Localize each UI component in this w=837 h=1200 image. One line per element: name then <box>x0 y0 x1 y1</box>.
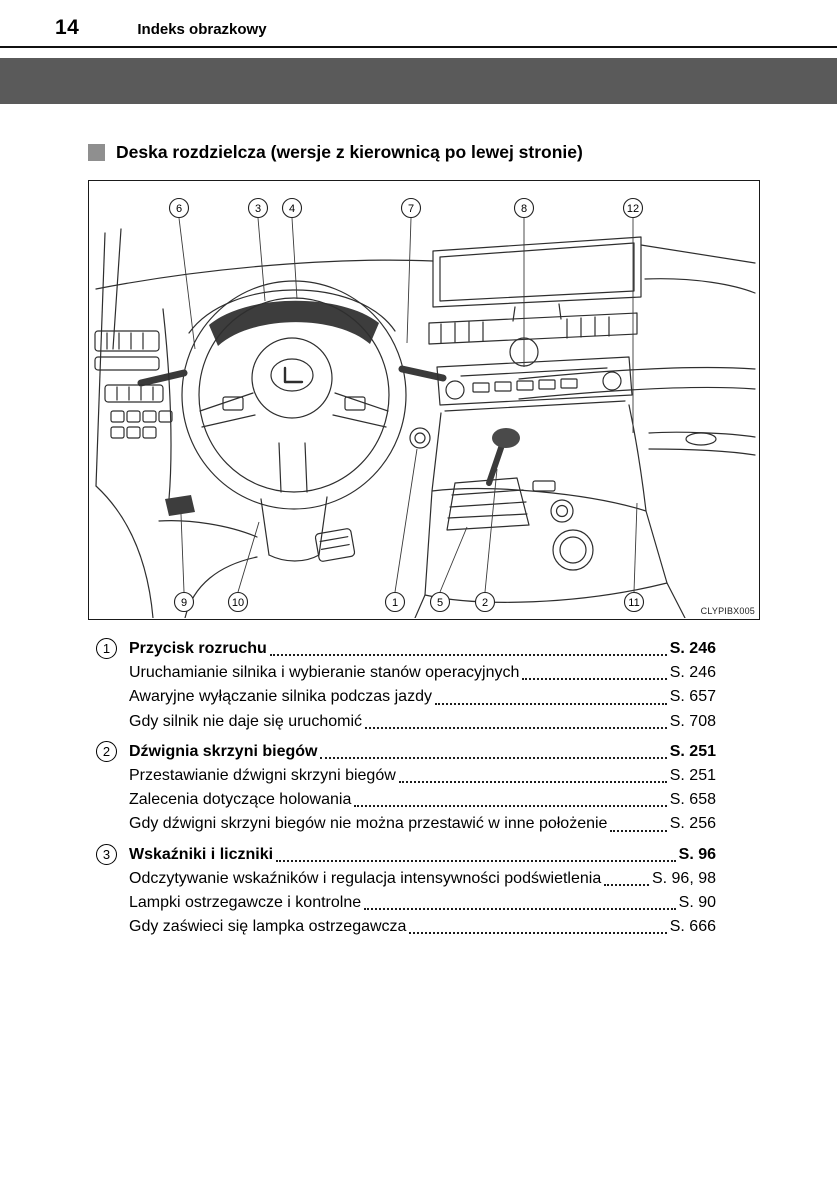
page-reference: S. 657 <box>669 688 716 706</box>
index-sub-row <box>129 764 716 787</box>
index-sub-text: Lampki ostrzegawcze i kontrolne <box>129 893 362 911</box>
dot-leader <box>522 678 666 680</box>
index-title-row <box>96 740 716 763</box>
page-reference: S. 90 <box>678 893 716 911</box>
callout-5 <box>431 593 450 612</box>
chapter-title: Indeks obrazkowy <box>137 21 267 38</box>
section-title <box>88 142 583 163</box>
callout-9 <box>175 593 194 612</box>
dot-leader <box>604 884 649 886</box>
svg-text:11: 11 <box>628 597 640 609</box>
index-sub-text: Zalecenia dotyczące holowania <box>129 791 352 809</box>
page-reference: S. 96, 98 <box>651 869 716 887</box>
figure-callouts-top <box>170 199 643 218</box>
callout-8 <box>515 199 534 218</box>
dot-leader <box>270 654 667 656</box>
index-sub-text: Gdy zaświeci się lampka ostrzegawcza <box>129 918 407 936</box>
svg-text:6: 6 <box>175 203 183 215</box>
index-sub-row <box>129 710 716 733</box>
dot-leader <box>610 830 666 832</box>
callout-7 <box>402 199 421 218</box>
dot-leader <box>364 908 676 910</box>
svg-text:8: 8 <box>520 203 528 215</box>
index-sub-text: Przestawianie dźwigni skrzyni biegów <box>129 766 396 784</box>
index-title: Przycisk rozruchu <box>129 640 267 657</box>
svg-text:3: 3 <box>254 203 262 215</box>
page-reference: S. 256 <box>669 815 716 833</box>
callout-4 <box>283 199 302 218</box>
index-sub-row <box>129 891 716 914</box>
svg-text:2: 2 <box>481 597 489 609</box>
index-section-3 <box>96 843 716 939</box>
index-title: Dźwignia skrzyni biegów <box>129 742 318 760</box>
index-sub-text: Odczytywanie wskaźników i regulacja intensywności podświetlenia <box>129 869 602 887</box>
dot-leader <box>435 703 667 705</box>
callout-2 <box>476 593 495 612</box>
index-section-1 <box>96 637 716 733</box>
svg-text:9: 9 <box>180 597 188 609</box>
page-reference: S. 666 <box>669 918 716 936</box>
index-sub-row <box>129 685 716 708</box>
page-reference: S. 246 <box>669 640 716 657</box>
page-reference: S. 251 <box>669 766 716 784</box>
index-number-badge: 1 <box>96 638 117 659</box>
picture-index <box>96 637 716 945</box>
index-number-badge: 3 <box>96 844 117 865</box>
dashboard-illustration <box>89 181 759 618</box>
page-number: 14 <box>55 16 80 39</box>
dot-leader <box>320 757 666 759</box>
callout-10 <box>229 593 248 612</box>
dot-leader <box>399 781 667 783</box>
figure-callouts-bottom <box>175 593 644 612</box>
index-title: Wskaźniki i liczniki <box>129 845 274 863</box>
index-sub-row <box>129 867 716 890</box>
callout-12 <box>624 199 643 218</box>
index-sub-row <box>129 915 716 938</box>
index-number-badge: 2 <box>96 741 117 762</box>
dashboard-figure <box>88 180 760 620</box>
index-sub-text: Awaryjne wyłączanie silnika podczas jazdy <box>129 688 432 706</box>
page-reference: S. 251 <box>669 742 716 760</box>
section-title-text: Deska rozdzielcza (wersje z kierownicą po lewej stronie) <box>116 142 583 162</box>
callout-3 <box>249 199 268 218</box>
svg-text:4: 4 <box>288 203 296 215</box>
header-rule <box>0 46 837 48</box>
svg-text:7: 7 <box>407 203 415 215</box>
figure-code: CLYPIBX005 <box>700 606 755 616</box>
dot-leader <box>365 727 667 729</box>
dashboard-art <box>95 229 755 618</box>
callout-leader-lines <box>179 218 637 592</box>
dot-leader <box>354 805 666 807</box>
section-bullet-square <box>88 144 105 161</box>
index-sub-row <box>129 812 716 835</box>
chapter-banner <box>0 58 837 104</box>
svg-text:12: 12 <box>626 203 640 215</box>
page-reference: S. 96 <box>678 845 716 863</box>
callout-1 <box>386 593 405 612</box>
index-title-row <box>96 843 716 866</box>
index-sub-text: Gdy dźwigni skrzyni biegów nie można przestawić w inne położenie <box>129 815 608 833</box>
index-sub-row <box>129 661 716 684</box>
callout-11 <box>625 593 644 612</box>
callout-6 <box>170 199 189 218</box>
page-header <box>55 16 837 40</box>
dot-leader <box>276 860 676 862</box>
index-sub-text: Uruchamianie silnika i wybieranie stanów operacyjnych <box>129 664 520 682</box>
page-reference: S. 708 <box>669 712 716 730</box>
page-reference: S. 658 <box>669 791 716 809</box>
page-reference: S. 246 <box>669 664 716 682</box>
index-section-2 <box>96 740 716 836</box>
index-sub-text: Gdy silnik nie daje się uruchomić <box>129 712 362 730</box>
index-title-row <box>96 637 716 660</box>
index-sub-row <box>129 788 716 811</box>
svg-text:1: 1 <box>391 597 399 609</box>
dot-leader <box>409 932 666 934</box>
svg-text:10: 10 <box>231 597 245 609</box>
svg-text:5: 5 <box>436 597 444 609</box>
